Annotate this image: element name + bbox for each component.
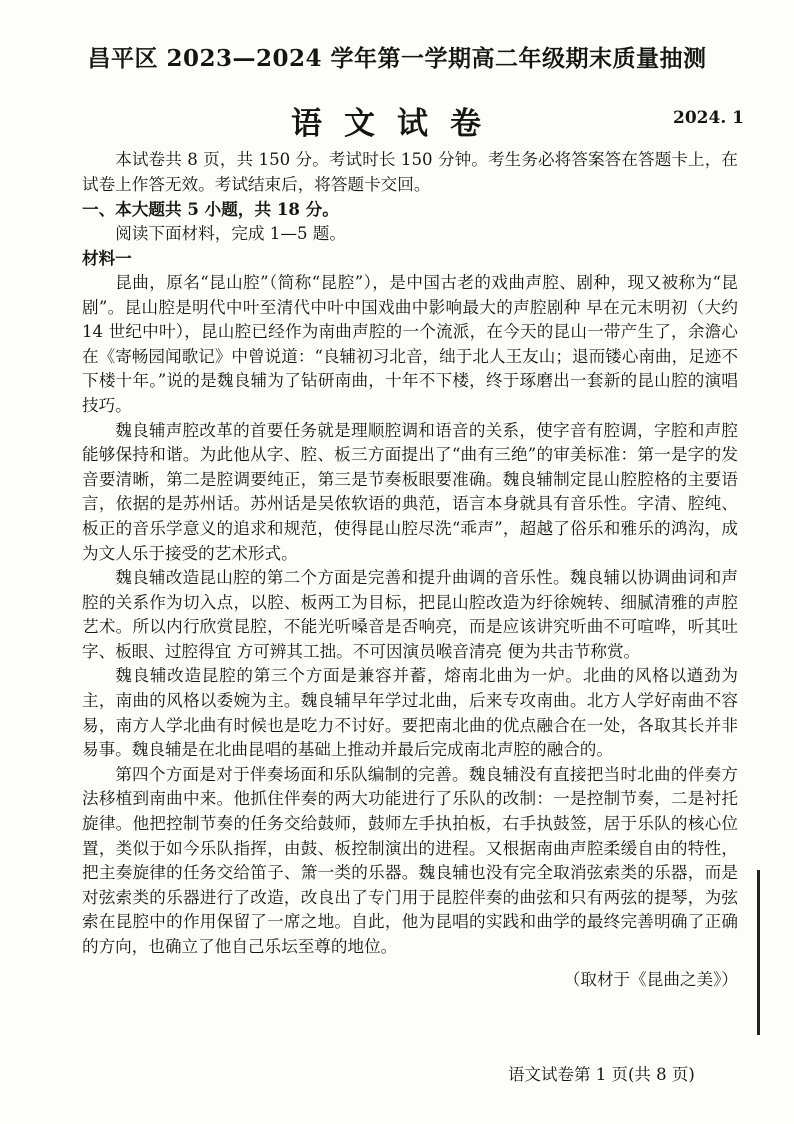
passage-paragraph: 魏良辅声腔改革的首要任务就是理顺腔调和语音的关系，使字音有腔调，字腔和声腔能够保持和谐。为此他从字、腔、板三方面提出了“曲有三绝”的审美标准：第一是字的发音要清晰，第二是腔调要纯正，第三是节奏板眼要准确。魏良辅制定昆山腔腔格的主要语言，依据的是苏州话。苏州话是吴侬软语的典范，语言本身就具有音乐性。字清、腔纯、板正的音乐学意义的追求和规范，使得昆山腔尽洗“乖声”，超越了俗乐和雅乐的鸿沟，成为文人乐于接受的艺术形式。 [82,420,738,563]
page-footer: 语文试卷第 1 页(共 8 页) [508,1065,695,1084]
material-title: 材料一 [82,248,132,269]
section-heading: 一、本大题共 5 小题，共 18 分。 [82,199,339,220]
passage [82,271,738,992]
instructions [82,148,738,197]
exam-date: 2024. 1 [673,108,744,128]
passage-paragraph: 第四个方面是对于伴奏场面和乐队编制的完善。魏良辅没有直接把当时北曲的伴奏方法移植到南曲中来。他抓住伴奏的两大功能进行了乐队的改制：一是控制节奏，二是衬托旋律。他把控制节奏的任务交给鼓师，鼓师左手执拍板，右手执鼓签，居于乐队的核心位置，类似于如今乐队指挥，由鼓、板控制演出的进程。又根据南曲声腔柔缓自由的特性，把主奏旋律的任务交给笛子、箫一类的乐器。魏良辅也没有完全取消弦索类的乐器，而是对弦索类的乐器进行了改造，改良出了专门用于昆腔伴奏的曲弦和只有两弦的提琴，为弦索在昆腔中的作用保留了一席之地。自此，他为昆唱的实践和曲学的最终完善明确了正确的方向，也确立了他自己乐坛至尊的地位。 [82,764,738,956]
instruction-text: 本试卷共 8 页，共 150 分。考试时长 150 分钟。考生务必将答案答在答题卡上，在试卷上作答无效。考试结束后，将答题卡交回。 [82,150,738,194]
scan-edge-mark [757,870,760,1035]
read-instruction: 阅读下面材料，完成 1—5 题。 [115,223,346,243]
exam-title: 昌平区 2023—2024 学年第一学期高二年级期末质量抽测 [87,45,707,72]
passage-paragraph: 魏良辅改造昆山腔的第二个方面是完善和提升曲调的音乐性。魏良辅以协调曲词和声腔的关系作为切入点，以腔、板两工为目标，把昆山腔改造为纡徐婉转、细腻清雅的声腔艺术。所以内行欣赏昆腔，不能光听嗓音是否响亮，而是应该讲究听曲不可喧哗，听其吐字、板眼、过腔得宜 方可辨其工拙。不可因演员喉音清亮 便为共击节称赏。 [82,568,738,661]
exam-content [82,148,738,992]
passage-paragraph: 魏良辅改造昆腔的第三个方面是兼容并蓄，熔南北曲为一炉。北曲的风格以遒劲为主，南曲的风格以委婉为主。魏良辅早年学过北曲，后来专攻南曲。北方人学好南曲不容易，南方人学北曲有时候也是吃力不讨好。要把南北曲的优点融合在一处，各取其长并非易事。魏良辅是在北曲昆唱的基础上推动并最后完成南北声腔的融合的。 [82,666,738,760]
subject-title: 语文试卷 [291,106,503,142]
source-citation: （取材于《昆曲之美》） [563,969,738,989]
passage-paragraph: 昆曲，原名“昆山腔”（简称“昆腔”），是中国古老的戏曲声腔、剧种，现又被称为“昆剧”。昆山腔是明代中叶至清代中叶中国戏曲中影响最大的声腔剧种 早在元末明初（大约 14 世纪中叶），昆山腔已经作为南曲声腔的一个流派，在今天的昆山一带产生了，余澹心在《寄畅园闻歌记》中曾说道：“良辅初习北音，绌于北人王友山；退而镂心南曲，足迹不下楼十年。”说的是魏良辅为了钻研南曲，十年不下楼，终于琢磨出一套新的昆山腔的演唱技巧。 [82,272,738,415]
